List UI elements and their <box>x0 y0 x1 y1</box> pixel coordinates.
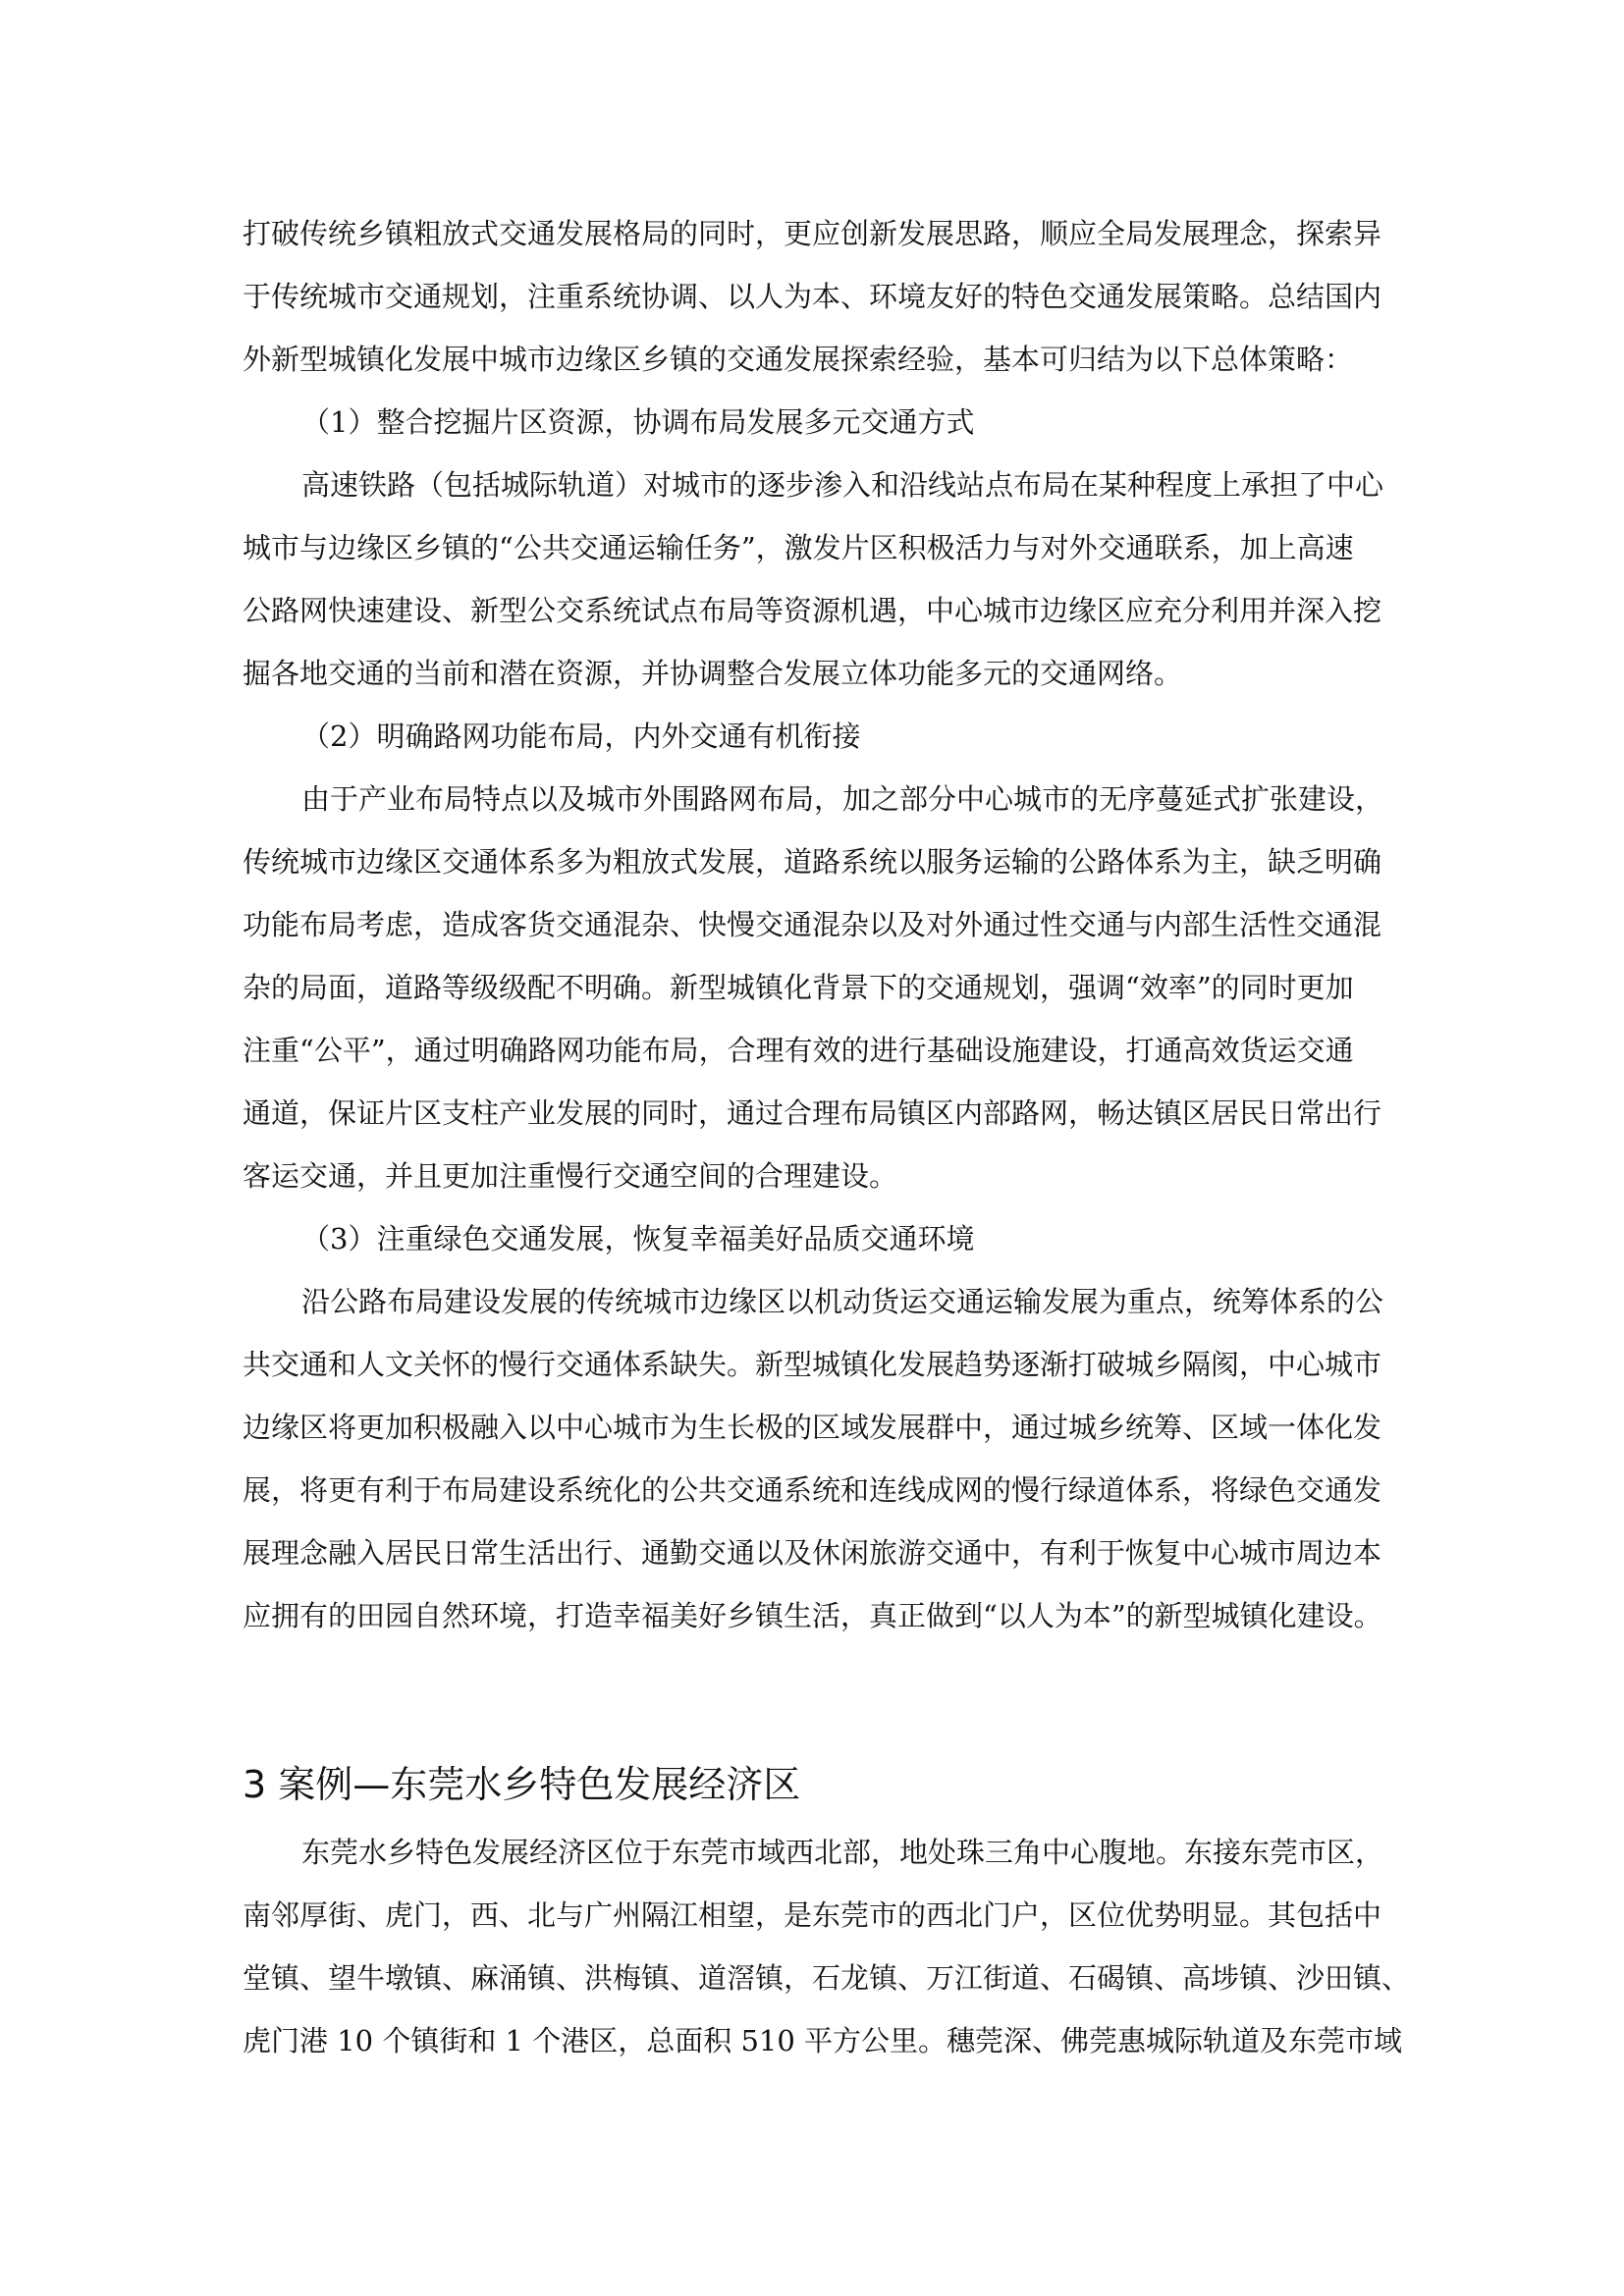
text-line: 掘各地交通的当前和潜在资源，并协调整合发展立体功能多元的交通网络。 <box>243 657 1183 690</box>
text-line: 共交通和人文关怀的慢行交通体系缺失。新型城镇化发展趋势逐渐打破城乡隔阂，中心城市 <box>243 1348 1382 1381</box>
text-line: 展，将更有利于布局建设系统化的公共交通系统和连线成网的慢行绿道体系，将绿色交通发 <box>243 1473 1382 1507</box>
text-line: 由于产业布局特点以及城市外围路网布局，加之部分中心城市的无序蔓延式扩张建设， <box>301 782 1384 816</box>
text-line: 边缘区将更加积极融入以中心城市为生长极的区域发展群中，通过城乡统筹、区域一体化发 <box>243 1411 1382 1444</box>
text-line: 打破传统乡镇粗放式交通发展格局的同时，更应创新发展思路，顺应全局发展理念，探索异 <box>243 217 1382 250</box>
section-heading: 3 案例—东莞水乡特色发展经济区 <box>243 1763 801 1806</box>
text-line: 城市与边缘区乡镇的“公共交通运输任务”，激发片区积极活力与对外交通联系，加上高速 <box>243 531 1354 564</box>
text-line: 虎门港 10 个镇街和 1 个港区，总面积 510 平方公里。穗莞深、佛莞惠城际轨道及东莞市域 <box>243 2024 1403 2057</box>
text-line: 东莞水乡特色发展经济区位于东莞市域西北部，地处珠三角中心腹地。东接东莞市区， <box>301 1836 1384 1869</box>
text-line: 应拥有的田园自然环境，打造幸福美好乡镇生活，真正做到“以人为本”的新型城镇化建设。 <box>243 1599 1382 1632</box>
text-line: 客运交通，并且更加注重慢行交通空间的合理建设。 <box>243 1159 898 1193</box>
text-line: 注重“公平”，通过明确路网功能布局，合理有效的进行基础设施建设，打通高效货运交通 <box>243 1034 1354 1067</box>
text-line: 杂的局面，道路等级级配不明确。新型城镇化背景下的交通规划，强调“效率”的同时更加 <box>243 971 1354 1004</box>
text-line: 高速铁路（包括城际轨道）对城市的逐步渗入和沿线站点布局在某种程度上承担了中心 <box>301 468 1384 502</box>
text-line: （2）明确路网功能布局，内外交通有机衔接 <box>301 720 861 753</box>
text-line: （3）注重绿色交通发展，恢复幸福美好品质交通环境 <box>301 1222 975 1255</box>
text-line: （1）整合挖掘片区资源，协调布局发展多元交通方式 <box>301 405 975 439</box>
text-line: 传统城市边缘区交通体系多为粗放式发展，道路系统以服务运输的公路体系为主，缺乏明确 <box>243 845 1382 879</box>
text-line: 沿公路布局建设发展的传统城市边缘区以机动货运交通运输发展为重点，统筹体系的公 <box>301 1285 1384 1318</box>
text-line: 南邻厚街、虎门，西、北与广州隔江相望，是东莞市的西北门户，区位优势明显。其包括中 <box>243 1898 1382 1932</box>
text-line: 通道，保证片区支柱产业发展的同时，通过合理布局镇区内部路网，畅达镇区居民日常出行 <box>243 1096 1382 1130</box>
text-line: 功能布局考虑，造成客货交通混杂、快慢交通混杂以及对外通过性交通与内部生活性交通混 <box>243 908 1382 941</box>
text-line: 堂镇、望牛墩镇、麻涌镇、洪梅镇、道滘镇，石龙镇、万江街道、石碣镇、高埗镇、沙田镇、 <box>243 1961 1411 1995</box>
text-line: 公路网快速建设、新型公交系统试点布局等资源机遇，中心城市边缘区应充分利用并深入挖 <box>243 594 1382 627</box>
text-line: 外新型城镇化发展中城市边缘区乡镇的交通发展探索经验，基本可归结为以下总体策略： <box>243 343 1354 376</box>
text-line: 展理念融入居民日常生活出行、通勤交通以及休闲旅游交通中，有利于恢复中心城市周边本 <box>243 1536 1382 1570</box>
text-line: 于传统城市交通规划，注重系统协调、以人为本、环境友好的特色交通发展策略。总结国内 <box>243 280 1382 313</box>
